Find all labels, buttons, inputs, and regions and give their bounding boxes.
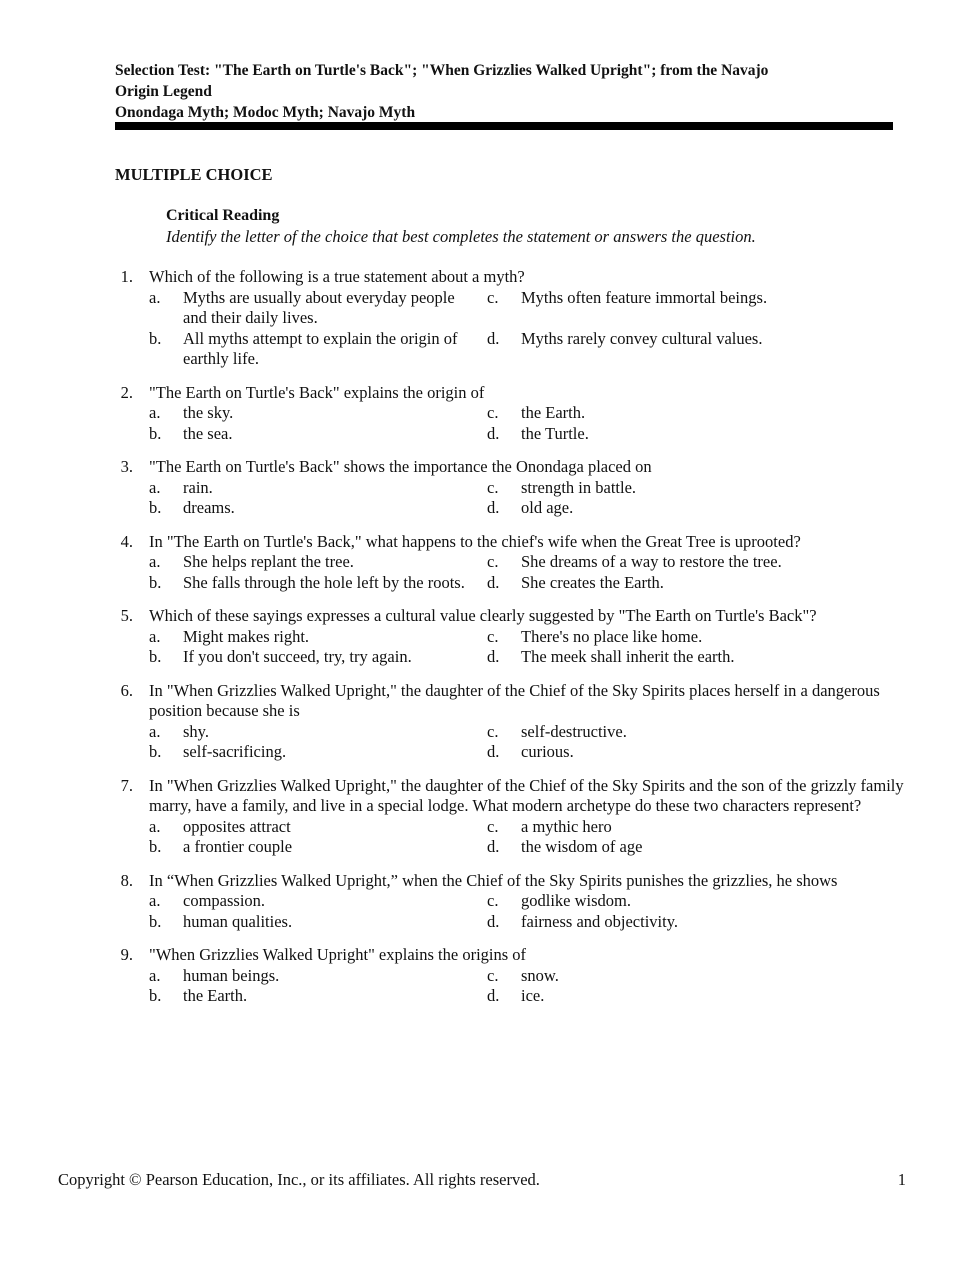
option-c: godlike wisdom. (521, 891, 631, 910)
question-text: In "When Grizzlies Walked Upright," the daughter of the Chief of the Sky Spirits and the son of the grizzly family marry, have a family, and live in a special lodge. What modern archetype do these two characters represent? (149, 775, 904, 815)
option-c: There's no place like home. (521, 626, 703, 646)
option-d: Myths rarely convey cultural values. (521, 328, 763, 348)
question-6 (115, 681, 905, 763)
question-text: In “When Grizzlies Walked Upright,” when the Chief of the Sky Spirits punishes the grizzlies, he shows (149, 870, 838, 890)
option-letter-b: b. (149, 498, 162, 517)
option-a: human beings. (183, 965, 280, 985)
option-b: She falls through the hole left by the roots. (183, 572, 465, 592)
option-d: fairness and objectivity. (521, 911, 679, 931)
question-text: "The Earth on Turtle's Back" explains the origin of (149, 382, 485, 402)
option-letter-c: c. (487, 552, 499, 571)
option-b: dreams. (183, 498, 235, 517)
subtitle: Onondaga Myth; Modoc Myth; Navajo Myth (115, 104, 416, 121)
option-letter-b: b. (149, 647, 162, 666)
option-letter-a: a. (149, 816, 161, 836)
option-letter-c: c. (487, 816, 499, 836)
question-number: 7. (120, 775, 133, 795)
question-2 (115, 383, 905, 445)
question-number: 6. (120, 680, 133, 700)
option-d: She creates the Earth. (521, 572, 664, 592)
question-1 (115, 267, 905, 370)
question-text: "When Grizzlies Walked Upright" explains the origins of (149, 945, 527, 964)
option-c: strength in battle. (521, 477, 637, 497)
option-c: snow. (521, 965, 559, 985)
option-a: Might makes right. (183, 626, 310, 646)
option-letter-b: b. (149, 742, 162, 761)
question-8 (115, 871, 905, 933)
option-letter-c: c. (487, 721, 499, 741)
option-c: She dreams of a way to restore the tree. (521, 552, 782, 571)
option-letter-d: d. (487, 911, 500, 931)
option-b: self-sacrificing. (183, 742, 287, 761)
question-number: 1. (120, 267, 133, 286)
option-c: self-destructive. (521, 721, 627, 741)
option-letter-d: d. (487, 572, 500, 592)
option-b: If you don't succeed, try, try again. (183, 647, 412, 666)
title-line-2: Origin Legend (115, 83, 212, 100)
option-d: the wisdom of age (521, 837, 643, 856)
option-letter-d: d. (487, 837, 500, 856)
option-letter-d: d. (487, 986, 500, 1005)
option-letter-a: a. (149, 477, 161, 497)
option-a: Myths are usually about everyday people and their daily lives. (183, 287, 455, 327)
option-a: shy. (183, 721, 209, 741)
question-list (115, 267, 905, 1020)
question-4 (115, 532, 905, 594)
question-number: 4. (120, 531, 133, 551)
question-text: In "When Grizzlies Walked Upright," the daughter of the Chief of the Sky Spirits places herself in a dangerous position because she is (149, 680, 880, 720)
option-b: human qualities. (183, 911, 293, 931)
option-letter-a: a. (149, 891, 161, 910)
option-letter-a: a. (149, 626, 161, 646)
option-b: All myths attempt to explain the origin of earthly life. (183, 328, 458, 368)
document-header (115, 60, 895, 123)
option-a: rain. (183, 477, 213, 497)
option-letter-a: a. (149, 965, 161, 985)
question-number: 3. (120, 457, 133, 476)
option-letter-b: b. (149, 986, 162, 1005)
option-letter-c: c. (487, 626, 499, 646)
option-letter-b: b. (149, 572, 162, 592)
option-b: a frontier couple (183, 837, 293, 856)
option-letter-d: d. (487, 742, 500, 761)
option-c: a mythic hero (521, 816, 612, 836)
option-letter-d: d. (487, 423, 500, 443)
option-a: the sky. (183, 403, 234, 422)
question-number: 9. (120, 945, 133, 964)
page-number: 1 (897, 1170, 906, 1189)
option-d: the Turtle. (521, 423, 589, 443)
option-d: ice. (521, 986, 545, 1005)
question-text: Which of these sayings expresses a cultural value clearly suggested by "The Earth on Turtle's Back"? (149, 606, 817, 625)
option-letter-c: c. (487, 477, 499, 497)
question-number: 8. (120, 870, 133, 890)
option-b: the Earth. (183, 986, 248, 1005)
question-number: 5. (120, 606, 133, 625)
question-text: In "The Earth on Turtle's Back," what happens to the chief's wife when the Great Tree is uprooted? (149, 531, 801, 551)
option-letter-d: d. (487, 647, 500, 666)
critical-reading-title: Critical Reading (166, 207, 280, 224)
question-text: "The Earth on Turtle's Back" shows the importance the Onondaga placed on (149, 457, 652, 476)
option-d: curious. (521, 742, 574, 761)
option-letter-d: d. (487, 328, 500, 348)
copyright-notice: Copyright © Pearson Education, Inc., or its affiliates. All rights reserved. (58, 1170, 540, 1189)
question-number: 2. (120, 382, 133, 402)
option-a: She helps replant the tree. (183, 552, 354, 571)
option-letter-a: a. (149, 721, 161, 741)
option-letter-b: b. (149, 423, 162, 443)
option-letter-c: c. (487, 403, 499, 422)
option-letter-a: a. (149, 403, 161, 422)
option-letter-d: d. (487, 498, 500, 517)
question-5 (115, 606, 905, 668)
title-line-1: Selection Test: "The Earth on Turtle's Back"; "When Grizzlies Walked Upright"; from the Navajo (115, 62, 769, 79)
instructions: Identify the letter of the choice that best completes the statement or answers the question. (166, 227, 756, 246)
option-letter-a: a. (149, 552, 161, 571)
option-letter-c: c. (487, 965, 499, 985)
option-letter-b: b. (149, 328, 162, 348)
question-text: Which of the following is a true statement about a myth? (149, 267, 525, 286)
option-letter-b: b. (149, 837, 162, 856)
option-a: opposites attract (183, 816, 291, 836)
option-c: Myths often feature immortal beings. (521, 287, 768, 307)
option-letter-b: b. (149, 911, 162, 931)
option-a: compassion. (183, 891, 266, 910)
option-b: the sea. (183, 423, 233, 443)
question-9 (115, 945, 905, 1007)
option-d: The meek shall inherit the earth. (521, 647, 735, 666)
question-3 (115, 457, 905, 519)
option-c: the Earth. (521, 403, 586, 422)
header-rule (115, 122, 893, 130)
option-letter-c: c. (487, 287, 499, 307)
option-d: old age. (521, 498, 574, 517)
question-7 (115, 776, 905, 858)
section-title: MULTIPLE CHOICE (115, 165, 273, 184)
option-letter-c: c. (487, 891, 499, 910)
option-letter-a: a. (149, 287, 161, 307)
